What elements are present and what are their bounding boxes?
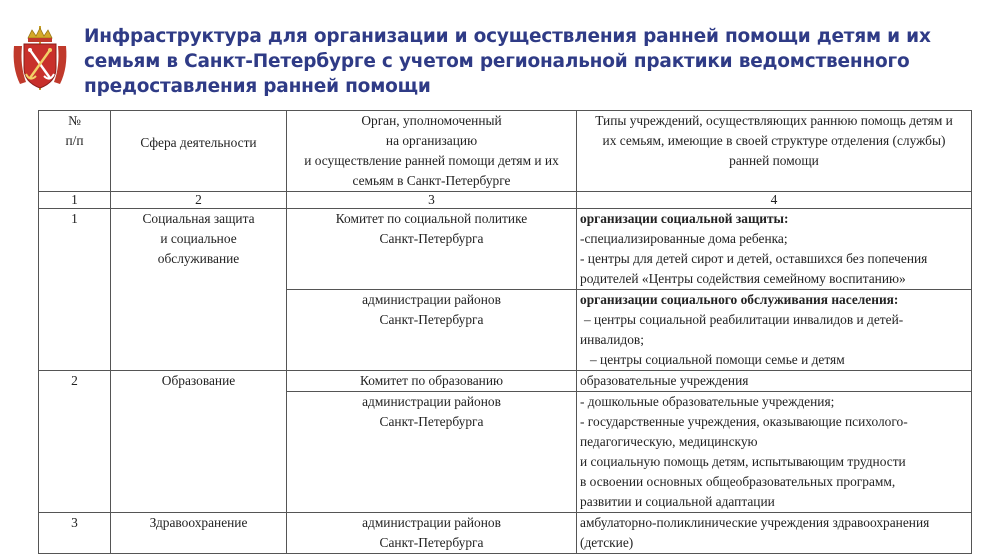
page-title (84, 24, 964, 99)
saint-petersburg-emblem-logo (10, 24, 70, 94)
organ-cell: администрации районов Санкт-Петербурга (287, 513, 577, 554)
column-number: 4 (577, 192, 972, 209)
title-line: семьям в Санкт-Петербурге с учетом региональной практики ведомственного (84, 51, 910, 72)
row-number: 3 (39, 513, 111, 554)
header-number: № п/п (39, 111, 111, 192)
table-row (39, 513, 972, 554)
types-cell: амбулаторно-поликлинические учреждения здравоохранения (детские) (577, 513, 972, 554)
organ-cell: администрации районов Санкт-Петербурга (287, 392, 577, 513)
sphere-cell: Здравоохранение (111, 513, 287, 554)
column-number: 3 (287, 192, 577, 209)
row-number: 2 (39, 371, 111, 513)
row-number: 1 (39, 209, 111, 371)
table-row (39, 209, 972, 290)
sphere-cell: Социальная защита и социальное обслуживание (111, 209, 287, 371)
column-number: 1 (39, 192, 111, 209)
header-organ: Орган, уполномоченный на организацию и осуществление ранней помощи детям и их семьям в Санкт-Петербурге (287, 111, 577, 192)
header-sphere: Сфера деятельности (111, 111, 287, 192)
column-number-row (39, 192, 972, 209)
organ-cell: администрации районов Санкт-Петербурга (287, 290, 577, 371)
types-cell: организации социального обслуживания населения: – центры социальной реабилитации инвалидов и детей- инвалидов; – центры социальной помощи семье и детям (577, 290, 972, 371)
title-line: Инфраструктура для организации и осуществления ранней помощи детям и их (84, 26, 931, 47)
title-line: предоставления ранней помощи (84, 76, 431, 97)
organ-cell: Комитет по образованию (287, 371, 577, 392)
organ-cell: Комитет по социальной политике Санкт-Петербурга (287, 209, 577, 290)
types-cell: - дошкольные образовательные учреждения; - государственные учреждения, оказывающие психолого- педагогическую, медицинскую и социальную помощь детям, испытывающим трудности в освоении основных общеобразовательных программ, развитии и социальной адаптации (577, 392, 972, 513)
sphere-cell: Образование (111, 371, 287, 513)
types-cell: образовательные учреждения (577, 371, 972, 392)
header-types: Типы учреждений, осуществляющих раннюю помощь детям и их семьям, имеющие в своей структуре отделения (службы) ранней помощи (577, 111, 972, 192)
table-row (39, 371, 972, 392)
column-number: 2 (111, 192, 287, 209)
types-cell: организации социальной защиты: -специализированные дома ребенка; - центры для детей сирот и детей, оставшихся без попечения родителей «Центры содействия семейному воспитанию» (577, 209, 972, 290)
infrastructure-table (38, 110, 972, 554)
table-header-row (39, 111, 972, 192)
